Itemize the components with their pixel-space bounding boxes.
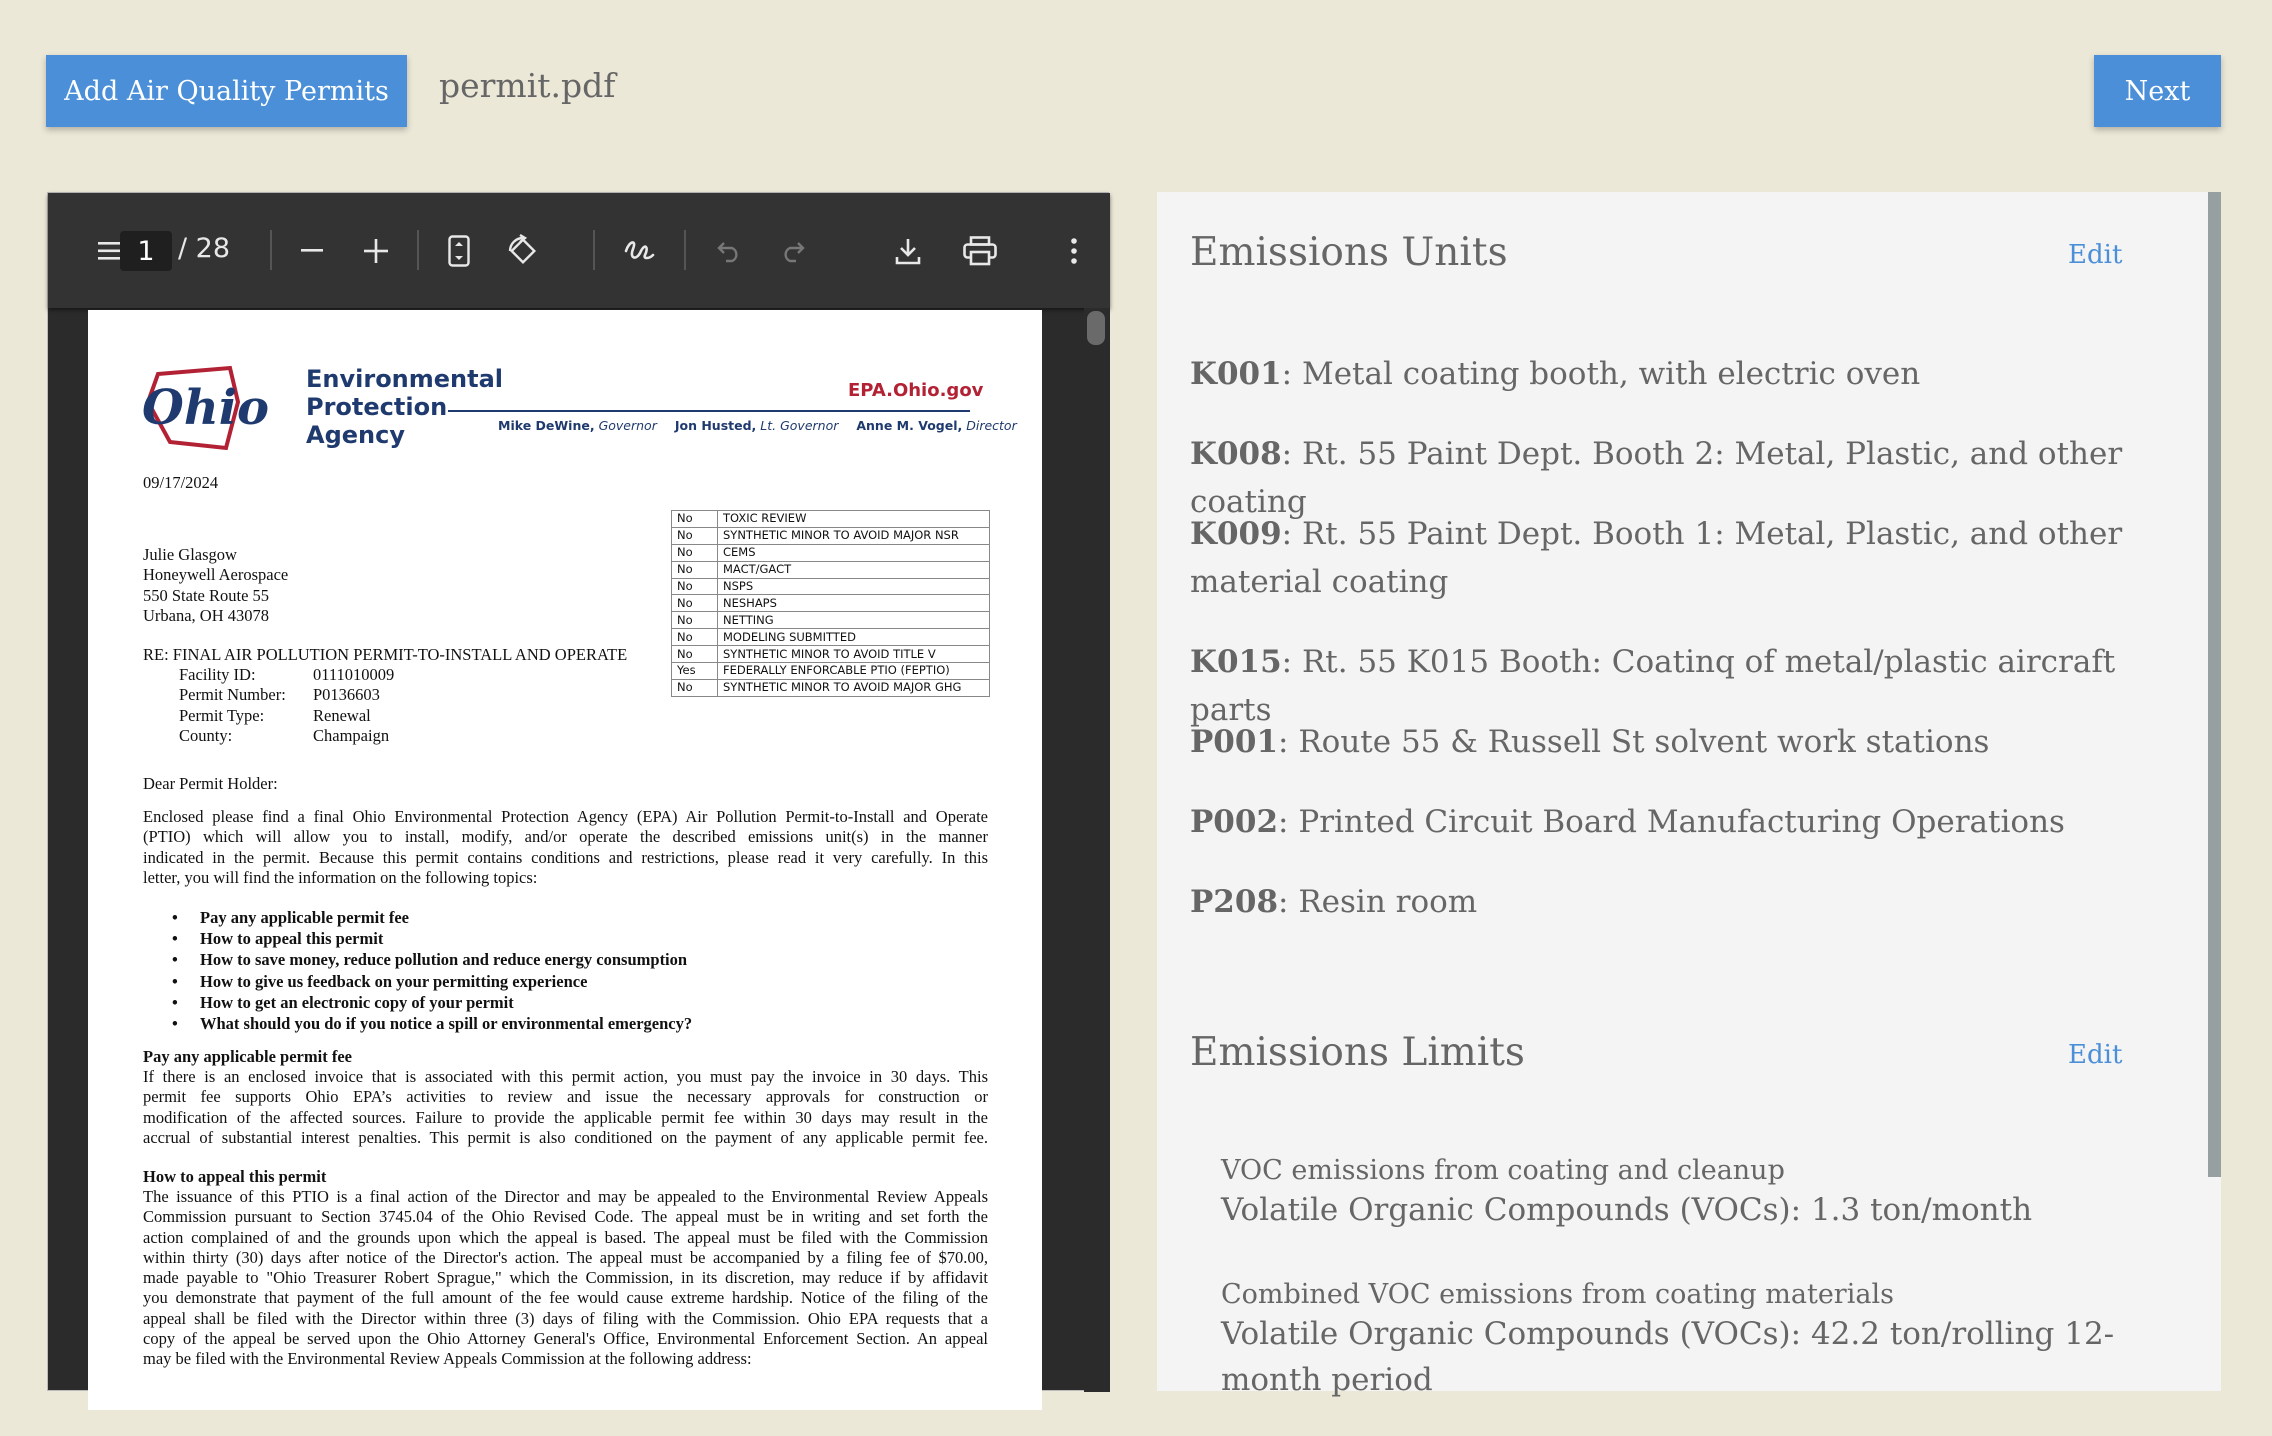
page-fit-icon[interactable] [441, 233, 477, 269]
epa-url: EPA.Ohio.gov [848, 380, 984, 401]
list-item: P001: Route 55 & Russell St solvent work stations [1190, 724, 1990, 760]
permit-details-panel [1157, 192, 2221, 1398]
pdf-viewer [47, 192, 1109, 1391]
svg-text:Ohio: Ohio [142, 380, 269, 436]
table-row: No NETTING [672, 612, 990, 629]
list-item: • What should you do if you notice a spill or environmental emergency? [200, 1013, 692, 1034]
rotate-icon[interactable] [503, 231, 543, 271]
permit-fields: Facility ID: 0111010009 Permit Number: P0136603 Permit Type: Renewal County: Champaign [179, 665, 395, 745]
agency-name: Environmental Protection Agency [306, 365, 504, 449]
pdf-scrollbar[interactable] [1084, 308, 1110, 1392]
print-icon[interactable] [959, 231, 1001, 271]
limit-description: VOC emissions from coating and cleanup [1221, 1155, 1785, 1186]
table-row: No MACT/GACT [672, 561, 990, 578]
appeal-paragraph: The issuance of this PTIO is a final action of the Director and may be appealed to the Environmental Review Appeals Commission pursuant to Section 3745.04 of the Ohio Revised Code. The appeal must be in writing and set forth the action complained of and the grounds upon which the appeal is based. The appeal must be filed with the Commission within thirty (30) days after notice of the Director's action. The appeal must be accompanied by a filing fee of $70.00, made payable to "Ohio Treasurer Robert Sprague," which the Commission, in its discretion, may reduce if by affidavit you demonstrate that payment of the full amount of the fee would cause extreme hardship. Notice of the filing of the appeal shall be filed with the Director within three (3) days of filing with the Commission. Ohio EPA requests that a copy of the appeal be served upon the Ohio Attorney General's Office, Environmental Enforcement Section. An appeal may be filed with the Environmental Review Appeals Commission at the following address: [143, 1187, 988, 1369]
re-line: RE: FINAL AIR POLLUTION PERMIT-TO-INSTALL AND OPERATE [143, 645, 628, 664]
intro-paragraph: Enclosed please find a final Ohio Environmental Protection Agency (EPA) Air Pollution Permit-to-Install and Operate (PTIO) which will allow you to install, modify, and/or operate the described emissions unit(s) in the manner indicated in the permit. Because this permit contains conditions and restrictions, please read it very carefully. In this letter, you will find the information on the following topics: [143, 807, 988, 887]
edit-limits-link[interactable]: Edit [2068, 1040, 2123, 1070]
pdf-page [88, 310, 1042, 1410]
permit-checklist-table [671, 510, 990, 697]
filename-label: permit.pdf [439, 66, 616, 105]
limit-description: Combined VOC emissions from coating materials [1221, 1279, 1894, 1310]
fee-paragraph: If there is an enclosed invoice that is associated with this permit action, you must pay the invoice in 30 days. This permit fee supports Ohio EPA’s activities to review and issue the necessary approvals for construction or modification of the affected sources. Failure to provide the applicable permit fee within 30 days may result in the accrual of substantial interest penalties. This permit is also conditioned on the payment of any applicable permit fee. [143, 1067, 988, 1147]
list-item: K009: Rt. 55 Paint Dept. Booth 1: Metal, Plastic, and other material coating [1190, 516, 2123, 600]
panel-scrollbar[interactable] [2208, 192, 2221, 1177]
list-item: P208: Resin room [1190, 884, 1478, 920]
add-air-quality-permits-button[interactable]: Add Air Quality Permits [46, 55, 407, 127]
list-item: K015: Rt. 55 K015 Booth: Coatinq of metal/plastic aircraft parts [1190, 644, 2116, 728]
emissions-units-title: Emissions Units [1190, 230, 1508, 275]
topics-list [200, 907, 692, 1034]
table-row: Yes FEDERALLY ENFORCABLE PTIO (FEPTIO) [672, 663, 990, 680]
list-item: K008: Rt. 55 Paint Dept. Booth 2: Metal, Plastic, and other coating [1190, 436, 2123, 520]
redo-icon[interactable] [775, 233, 811, 269]
table-row: No TOXIC REVIEW [672, 511, 990, 528]
appeal-heading: How to appeal this permit [143, 1167, 327, 1186]
download-icon[interactable] [888, 231, 928, 271]
table-row: No CEMS [672, 544, 990, 561]
next-button[interactable]: Next [2094, 55, 2221, 127]
draw-icon[interactable] [619, 231, 659, 271]
list-item: • How to get an electronic copy of your permit [200, 992, 692, 1013]
ohio-logo [140, 362, 269, 457]
table-row: No SYNTHETIC MINOR TO AVOID MAJOR NSR [672, 527, 990, 544]
page-total-label: / 28 [178, 233, 231, 264]
table-row: No SYNTHETIC MINOR TO AVOID TITLE V [672, 646, 990, 663]
pdf-toolbar [48, 193, 1110, 308]
list-item: P002: Printed Circuit Board Manufacturing Operations [1190, 804, 2065, 840]
table-row: No MODELING SUBMITTED [672, 629, 990, 646]
table-row: No NESHAPS [672, 595, 990, 612]
limit-value: Volatile Organic Compounds (VOCs): 42.2 ton/rolling 12-month period [1221, 1316, 2115, 1398]
list-item: • How to save money, reduce pollution and reduce energy consumption [200, 949, 692, 970]
table-row: No NSPS [672, 578, 990, 595]
salutation: Dear Permit Holder: [143, 774, 278, 793]
zoom-in-icon[interactable] [358, 233, 394, 269]
emissions-limits-title: Emissions Limits [1190, 1030, 1525, 1075]
list-item: • How to appeal this permit [200, 928, 692, 949]
fee-heading: Pay any applicable permit fee [143, 1047, 352, 1066]
list-item: • How to give us feedback on your permitting experience [200, 971, 692, 992]
recipient-address: Julie Glasgow Honeywell Aerospace 550 State Route 55 Urbana, OH 43078 [143, 545, 289, 625]
letter-date: 09/17/2024 [143, 473, 219, 492]
undo-icon[interactable] [711, 233, 747, 269]
zoom-out-icon[interactable] [294, 233, 330, 269]
table-row: No SYNTHETIC MINOR TO AVOID MAJOR GHG [672, 679, 990, 696]
edit-units-link[interactable]: Edit [2068, 240, 2123, 270]
pdf-scroll-thumb[interactable] [1087, 311, 1105, 345]
page-number-input[interactable]: 1 [120, 231, 172, 271]
list-item: • Pay any applicable permit fee [200, 907, 692, 928]
list-item: K001: Metal coating booth, with electric oven [1190, 356, 1921, 392]
officials-line: Mike DeWine, Governor Jon Husted, Lt. Governor Anne M. Vogel, Director [498, 418, 1017, 433]
limit-value: Volatile Organic Compounds (VOCs): 1.3 ton/month [1221, 1192, 2033, 1228]
more-icon[interactable] [1054, 231, 1094, 271]
